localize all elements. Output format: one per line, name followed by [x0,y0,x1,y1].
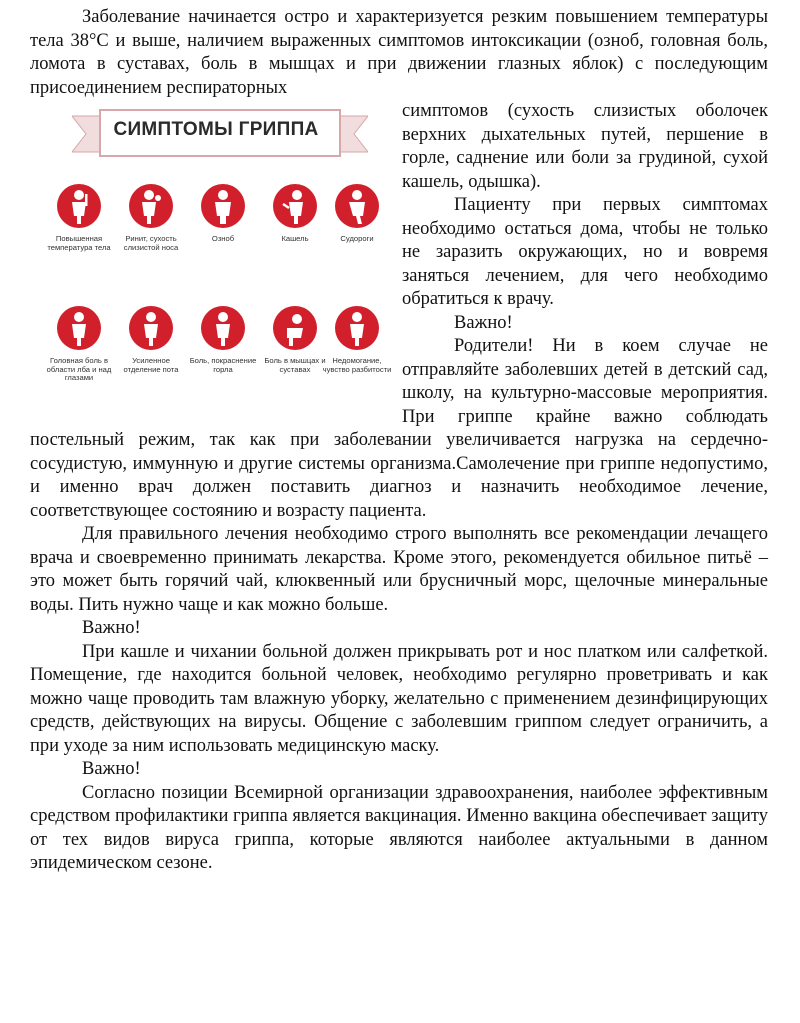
symptom-runny-nose [116,184,186,252]
flu-symptoms-figure [32,102,392,424]
symptom-headache [44,306,114,383]
symptom-cough [260,184,330,244]
fever-icon [57,184,101,228]
chills-icon [201,184,245,228]
paragraph-onset-continued: симптомов (сухость слизистых оболочек верхних дыхательных путей, першение в горле, саднение или боли за грудиной, сухой кашель, одышка). [402,101,768,192]
symptom-label: Боль, покраснение горла [189,356,257,374]
cough-icon [273,184,317,228]
paragraph-hygiene: При кашле и чихании больной должен прикрывать рот и нос платком или салфеткой. Помещение, где находится больной человек, необходимо регулярно проветривать и как можно чаще проводить там влажную уборку, желательно с применением дезинфицирующих средств, действующих на вирусы. Общение с заболевшим гриппом следует ограничить, а при уходе за ним использовать медицинскую маску. [30,641,768,756]
symptom-cramps [322,184,392,244]
paragraph-onset: Заболевание начинается остро и характеризуется резким повышением температуры тела 38°С и выше, наличием выраженных симптомов интоксикации (озноб, головная боль, ломота в суставах, боль в мышцах и при движении глазных яблок) с последующим присоединением респираторных [30,7,768,98]
symptom-fever [44,184,114,252]
symptom-label: Головная боль в области лба и над глазами [46,356,112,383]
paragraph-parents: Родители! Ни в коем случае не отправляйте заболевших детей в детский сад, школу, на культурно-массовые мероприятия. При гриппе крайне важно соблюдать постельный режим, так как при заболевании увеличивается нагрузка на сердечно-сосудистую, иммунную и другие системы организма.Самолечение при гриппе недопустимо, и именно врач должен поставить диагноз и назначить необходимое лечение, соответствующее состоянию и возрасту пациента. [30,336,768,521]
symptom-label: Озноб [211,234,235,243]
symptom-label: Ринит, сухость слизистой носа [123,234,179,252]
headache-icon [57,306,101,350]
important-heading: Важно! [454,312,513,333]
symptom-sore-throat [188,306,258,374]
symptom-label: Повышенная температура тела [47,234,111,252]
symptom-fatigue [322,306,392,374]
cramps-icon [335,184,379,228]
paragraph-stay-home: Пациенту при первых симптомах необходимо остаться дома, чтобы не только не заразить окружающих, но и вовремя заняться лечением, для чего необходимо обратиться к врачу. [402,195,768,309]
symptom-label: Судороги [340,234,374,243]
document-page [30,6,768,876]
symptom-label: Усиленное отделение пота [123,356,179,374]
figure-title: СИМПТОМЫ ГРИППА [113,119,319,140]
symptom-label: Боль в мышцах и суставах [264,356,326,374]
symptom-muscle-pain [260,306,330,374]
important-heading: Важно! [82,759,141,779]
symptom-sweating [116,306,186,374]
symptom-label: Недомогание, чувство разбитости [322,356,392,374]
important-heading: Важно! [82,618,141,638]
sore-throat-icon [201,306,245,350]
symptom-chills [188,184,258,244]
symptom-label: Кашель [281,234,309,243]
paragraph-vaccination: Согласно позиции Всемирной организации здравоохранения, наиболее эффективным средством профилактики гриппа является вакцинация. Именно вакцина обеспечивает защиту от тех видов вируса гриппа, которые являются наиболее актуальными в данном эпидемическом сезоне. [30,782,768,873]
runny-nose-icon [129,184,173,228]
fatigue-icon [335,306,379,350]
sweating-icon [129,306,173,350]
muscle-pain-icon [273,306,317,350]
paragraph-treatment: Для правильного лечения необходимо строго выполнять все рекомендации лечащего врача и своевременно принимать лекарства. Кроме этого, рекомендуется обильное питьё – это может быть горячий чай, клюквенный или брусничный морс, щелочные минеральные воды. Пить нужно чаще и как можно больше. [30,524,768,615]
